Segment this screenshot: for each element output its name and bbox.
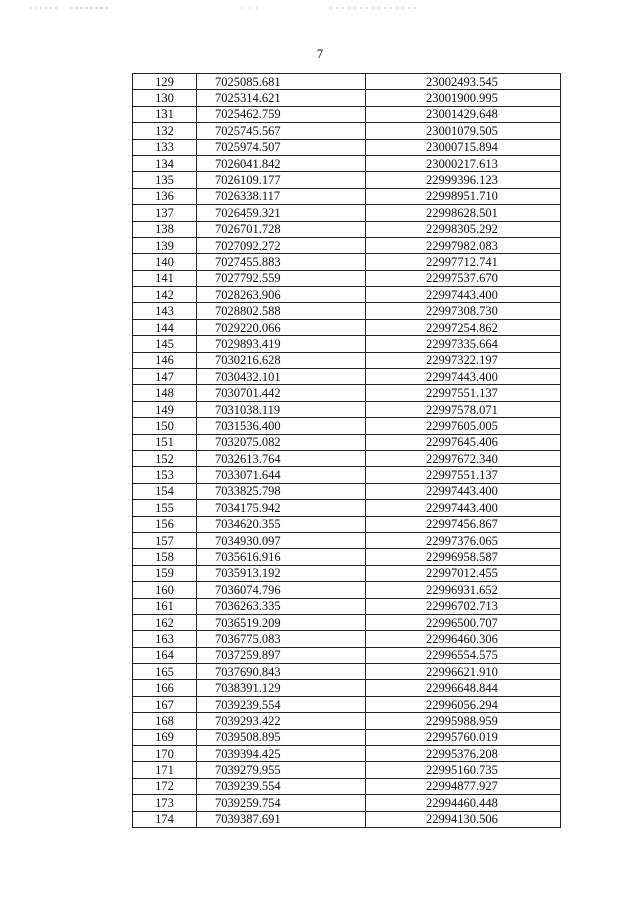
point-number-cell: 153 [133, 467, 197, 483]
point-number-cell: 169 [133, 729, 197, 745]
y-coordinate-cell: 22997322.197 [366, 352, 561, 368]
y-coordinate-cell: 22995160.735 [366, 762, 561, 778]
x-coordinate-cell: 7026109.177 [197, 172, 366, 188]
y-coordinate-cell: 22997443.400 [366, 483, 561, 499]
point-number-cell: 159 [133, 565, 197, 581]
table-row [133, 319, 561, 335]
point-number-cell: 142 [133, 287, 197, 303]
x-coordinate-cell: 7034930.097 [197, 532, 366, 548]
point-number-cell: 162 [133, 614, 197, 630]
point-number-cell: 140 [133, 254, 197, 270]
coordinates-table-body [133, 74, 561, 828]
x-coordinate-cell: 7032075.082 [197, 434, 366, 450]
table-row [133, 385, 561, 401]
table-row [133, 205, 561, 221]
y-coordinate-cell: 23000217.613 [366, 155, 561, 171]
table-row [133, 582, 561, 598]
x-coordinate-cell: 7034620.355 [197, 516, 366, 532]
x-coordinate-cell: 7031536.400 [197, 418, 366, 434]
y-coordinate-cell: 22996554.575 [366, 647, 561, 663]
coordinates-table [132, 73, 561, 828]
point-number-cell: 172 [133, 778, 197, 794]
x-coordinate-cell: 7028263.906 [197, 287, 366, 303]
table-row [133, 254, 561, 270]
y-coordinate-cell: 22997254.862 [366, 319, 561, 335]
point-number-cell: 150 [133, 418, 197, 434]
point-number-cell: 152 [133, 450, 197, 466]
y-coordinate-cell: 22999396.123 [366, 172, 561, 188]
point-number-cell: 131 [133, 106, 197, 122]
table-row [133, 237, 561, 253]
table-row [133, 565, 561, 581]
table-row [133, 172, 561, 188]
point-number-cell: 141 [133, 270, 197, 286]
point-number-cell: 146 [133, 352, 197, 368]
point-number-cell: 168 [133, 713, 197, 729]
y-coordinate-cell: 22997456.867 [366, 516, 561, 532]
table-row [133, 221, 561, 237]
point-number-cell: 144 [133, 319, 197, 335]
point-number-cell: 129 [133, 74, 197, 90]
y-coordinate-cell: 22995988.959 [366, 713, 561, 729]
x-coordinate-cell: 7026701.728 [197, 221, 366, 237]
y-coordinate-cell: 22997012.455 [366, 565, 561, 581]
table-row [133, 483, 561, 499]
x-coordinate-cell: 7027792.559 [197, 270, 366, 286]
point-number-cell: 157 [133, 532, 197, 548]
x-coordinate-cell: 7039387.691 [197, 811, 366, 827]
point-number-cell: 161 [133, 598, 197, 614]
point-number-cell: 170 [133, 746, 197, 762]
y-coordinate-cell: 22996648.844 [366, 680, 561, 696]
y-coordinate-cell: 22997578.071 [366, 401, 561, 417]
point-number-cell: 164 [133, 647, 197, 663]
table-row [133, 664, 561, 680]
x-coordinate-cell: 7032613.764 [197, 450, 366, 466]
point-number-cell: 166 [133, 680, 197, 696]
table-row [133, 450, 561, 466]
y-coordinate-cell: 22994877.927 [366, 778, 561, 794]
x-coordinate-cell: 7027092.272 [197, 237, 366, 253]
point-number-cell: 136 [133, 188, 197, 204]
x-coordinate-cell: 7025085.681 [197, 74, 366, 90]
point-number-cell: 135 [133, 172, 197, 188]
table-row [133, 647, 561, 663]
x-coordinate-cell: 7037690.843 [197, 664, 366, 680]
point-number-cell: 167 [133, 696, 197, 712]
table-row [133, 532, 561, 548]
y-coordinate-cell: 22996931.652 [366, 582, 561, 598]
y-coordinate-cell: 22996958.587 [366, 549, 561, 565]
y-coordinate-cell: 22998305.292 [366, 221, 561, 237]
table-row [133, 729, 561, 745]
table-row [133, 270, 561, 286]
table-row [133, 90, 561, 106]
table-row [133, 287, 561, 303]
point-number-cell: 133 [133, 139, 197, 155]
x-coordinate-cell: 7034175.942 [197, 500, 366, 516]
y-coordinate-cell: 22997645.406 [366, 434, 561, 450]
point-number-cell: 158 [133, 549, 197, 565]
point-number-cell: 145 [133, 336, 197, 352]
table-row [133, 139, 561, 155]
y-coordinate-cell: 22995376.208 [366, 746, 561, 762]
y-coordinate-cell: 22996500.707 [366, 614, 561, 630]
point-number-cell: 130 [133, 90, 197, 106]
y-coordinate-cell: 22997712.741 [366, 254, 561, 270]
point-number-cell: 137 [133, 205, 197, 221]
y-coordinate-cell: 23001079.505 [366, 123, 561, 139]
table-row [133, 155, 561, 171]
table-row [133, 746, 561, 762]
x-coordinate-cell: 7039259.754 [197, 795, 366, 811]
table-row [133, 74, 561, 90]
table-row [133, 811, 561, 827]
y-coordinate-cell: 22997551.137 [366, 385, 561, 401]
point-number-cell: 163 [133, 631, 197, 647]
point-number-cell: 151 [133, 434, 197, 450]
y-coordinate-cell: 22997443.400 [366, 500, 561, 516]
y-coordinate-cell: 22998628.501 [366, 205, 561, 221]
table-row [133, 303, 561, 319]
x-coordinate-cell: 7039394.425 [197, 746, 366, 762]
table-row [133, 795, 561, 811]
y-coordinate-cell: 22996056.294 [366, 696, 561, 712]
x-coordinate-cell: 7039279.955 [197, 762, 366, 778]
x-coordinate-cell: 7030701.442 [197, 385, 366, 401]
x-coordinate-cell: 7038391.129 [197, 680, 366, 696]
x-coordinate-cell: 7029220.066 [197, 319, 366, 335]
y-coordinate-cell: 22997335.664 [366, 336, 561, 352]
x-coordinate-cell: 7031038.119 [197, 401, 366, 417]
x-coordinate-cell: 7036074.796 [197, 582, 366, 598]
point-number-cell: 155 [133, 500, 197, 516]
y-coordinate-cell: 23000715.894 [366, 139, 561, 155]
y-coordinate-cell: 22997443.400 [366, 287, 561, 303]
y-coordinate-cell: 23001900.995 [366, 90, 561, 106]
y-coordinate-cell: 22997672.340 [366, 450, 561, 466]
table-row [133, 369, 561, 385]
y-coordinate-cell: 22997537.670 [366, 270, 561, 286]
table-row [133, 352, 561, 368]
x-coordinate-cell: 7025462.759 [197, 106, 366, 122]
point-number-cell: 149 [133, 401, 197, 417]
x-coordinate-cell: 7027455.883 [197, 254, 366, 270]
x-coordinate-cell: 7026338.117 [197, 188, 366, 204]
point-number-cell: 173 [133, 795, 197, 811]
table-row [133, 188, 561, 204]
point-number-cell: 139 [133, 237, 197, 253]
page-number: 7 [316, 46, 324, 61]
x-coordinate-cell: 7036263.335 [197, 598, 366, 614]
table-row [133, 106, 561, 122]
table-row [133, 614, 561, 630]
table-row [133, 336, 561, 352]
x-coordinate-cell: 7037259.897 [197, 647, 366, 663]
table-row [133, 434, 561, 450]
point-number-cell: 154 [133, 483, 197, 499]
table-row [133, 713, 561, 729]
x-coordinate-cell: 7025314.621 [197, 90, 366, 106]
table-row [133, 778, 561, 794]
point-number-cell: 171 [133, 762, 197, 778]
table-row [133, 516, 561, 532]
y-coordinate-cell: 22996460.306 [366, 631, 561, 647]
x-coordinate-cell: 7033825.798 [197, 483, 366, 499]
point-number-cell: 138 [133, 221, 197, 237]
x-coordinate-cell: 7029893.419 [197, 336, 366, 352]
point-number-cell: 134 [133, 155, 197, 171]
point-number-cell: 143 [133, 303, 197, 319]
x-coordinate-cell: 7025745.567 [197, 123, 366, 139]
table-row [133, 598, 561, 614]
scan-noise [30, 6, 430, 10]
x-coordinate-cell: 7039239.554 [197, 778, 366, 794]
y-coordinate-cell: 22997376.065 [366, 532, 561, 548]
table-row [133, 401, 561, 417]
y-coordinate-cell: 23002493.545 [366, 74, 561, 90]
x-coordinate-cell: 7039293.422 [197, 713, 366, 729]
x-coordinate-cell: 7035616.916 [197, 549, 366, 565]
table-row [133, 418, 561, 434]
y-coordinate-cell: 22996702.713 [366, 598, 561, 614]
table-row [133, 500, 561, 516]
point-number-cell: 160 [133, 582, 197, 598]
y-coordinate-cell: 22994460.448 [366, 795, 561, 811]
x-coordinate-cell: 7026459.321 [197, 205, 366, 221]
point-number-cell: 174 [133, 811, 197, 827]
table-row [133, 123, 561, 139]
y-coordinate-cell: 22995760.019 [366, 729, 561, 745]
x-coordinate-cell: 7033071.644 [197, 467, 366, 483]
x-coordinate-cell: 7030216.628 [197, 352, 366, 368]
x-coordinate-cell: 7025974.507 [197, 139, 366, 155]
table-row [133, 631, 561, 647]
point-number-cell: 156 [133, 516, 197, 532]
x-coordinate-cell: 7035913.192 [197, 565, 366, 581]
y-coordinate-cell: 22997982.083 [366, 237, 561, 253]
table-row [133, 680, 561, 696]
table-row [133, 467, 561, 483]
x-coordinate-cell: 7036519.209 [197, 614, 366, 630]
x-coordinate-cell: 7039239.554 [197, 696, 366, 712]
y-coordinate-cell: 22998951.710 [366, 188, 561, 204]
table-row [133, 762, 561, 778]
point-number-cell: 132 [133, 123, 197, 139]
point-number-cell: 165 [133, 664, 197, 680]
x-coordinate-cell: 7039508.895 [197, 729, 366, 745]
x-coordinate-cell: 7030432.101 [197, 369, 366, 385]
table-row [133, 549, 561, 565]
y-coordinate-cell: 23001429.648 [366, 106, 561, 122]
y-coordinate-cell: 22997605.005 [366, 418, 561, 434]
x-coordinate-cell: 7026041.842 [197, 155, 366, 171]
y-coordinate-cell: 22996621.910 [366, 664, 561, 680]
point-number-cell: 148 [133, 385, 197, 401]
y-coordinate-cell: 22997551.137 [366, 467, 561, 483]
y-coordinate-cell: 22997308.730 [366, 303, 561, 319]
x-coordinate-cell: 7036775.083 [197, 631, 366, 647]
point-number-cell: 147 [133, 369, 197, 385]
y-coordinate-cell: 22994130.506 [366, 811, 561, 827]
table-row [133, 696, 561, 712]
x-coordinate-cell: 7028802.588 [197, 303, 366, 319]
y-coordinate-cell: 22997443.400 [366, 369, 561, 385]
